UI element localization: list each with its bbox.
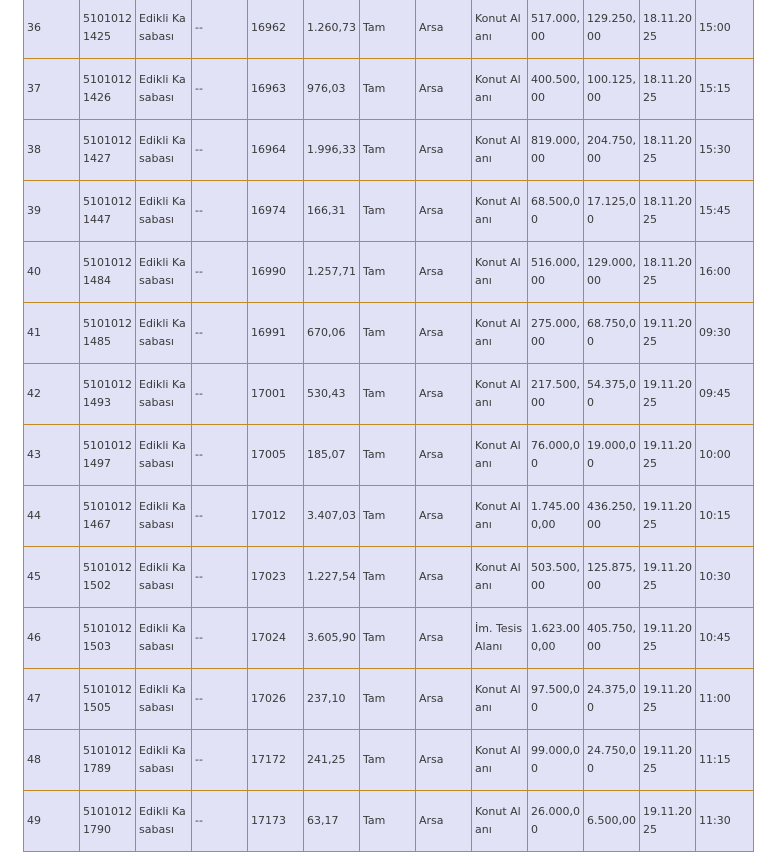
price-cell: 99.000,00 bbox=[528, 730, 584, 791]
parcel-cell: 17173 bbox=[248, 791, 304, 852]
time-cell: 10:15 bbox=[696, 486, 754, 547]
row-number-cell: 40 bbox=[24, 242, 80, 303]
row-number-cell: 49 bbox=[24, 791, 80, 852]
ada-number-cell: 51010121505 bbox=[80, 669, 136, 730]
share-cell: Tam bbox=[360, 364, 416, 425]
type-cell: Arsa bbox=[416, 364, 472, 425]
row-number-cell: 47 bbox=[24, 669, 80, 730]
price-cell: 503.500,00 bbox=[528, 547, 584, 608]
sheet-cell: -- bbox=[192, 120, 248, 181]
type-cell: Arsa bbox=[416, 242, 472, 303]
sheet-cell: -- bbox=[192, 486, 248, 547]
type-cell: Arsa bbox=[416, 486, 472, 547]
time-cell: 11:00 bbox=[696, 669, 754, 730]
area-cell: 185,07 bbox=[304, 425, 360, 486]
time-cell: 10:45 bbox=[696, 608, 754, 669]
parcel-cell: 16991 bbox=[248, 303, 304, 364]
parcel-cell: 17005 bbox=[248, 425, 304, 486]
share-cell: Tam bbox=[360, 0, 416, 59]
deposit-cell: 68.750,00 bbox=[584, 303, 640, 364]
time-cell: 15:30 bbox=[696, 120, 754, 181]
time-cell: 15:15 bbox=[696, 59, 754, 120]
sheet-cell: -- bbox=[192, 303, 248, 364]
price-cell: 97.500,00 bbox=[528, 669, 584, 730]
sheet-cell: -- bbox=[192, 364, 248, 425]
ada-number-cell: 51010121790 bbox=[80, 791, 136, 852]
neighborhood-cell: Edikli Kasabası bbox=[136, 59, 192, 120]
deposit-cell: 405.750,00 bbox=[584, 608, 640, 669]
date-cell: 18.11.2025 bbox=[640, 59, 696, 120]
ada-number-cell: 51010121447 bbox=[80, 181, 136, 242]
parcel-cell: 17172 bbox=[248, 730, 304, 791]
date-cell: 18.11.2025 bbox=[640, 242, 696, 303]
date-cell: 19.11.2025 bbox=[640, 364, 696, 425]
type-cell: Arsa bbox=[416, 425, 472, 486]
time-cell: 15:45 bbox=[696, 181, 754, 242]
sheet-cell: -- bbox=[192, 59, 248, 120]
price-cell: 517.000,00 bbox=[528, 0, 584, 59]
table-row bbox=[24, 669, 754, 730]
row-number-cell: 43 bbox=[24, 425, 80, 486]
table-row bbox=[24, 59, 754, 120]
neighborhood-cell: Edikli Kasabası bbox=[136, 608, 192, 669]
table-row bbox=[24, 608, 754, 669]
zoning-cell: Konut Alanı bbox=[472, 547, 528, 608]
deposit-cell: 204.750,00 bbox=[584, 120, 640, 181]
neighborhood-cell: Edikli Kasabası bbox=[136, 486, 192, 547]
date-cell: 19.11.2025 bbox=[640, 608, 696, 669]
deposit-cell: 436.250,00 bbox=[584, 486, 640, 547]
table-row bbox=[24, 486, 754, 547]
area-cell: 1.227,54 bbox=[304, 547, 360, 608]
table-row bbox=[24, 425, 754, 486]
sheet-cell: -- bbox=[192, 181, 248, 242]
share-cell: Tam bbox=[360, 120, 416, 181]
zoning-cell: Konut Alanı bbox=[472, 303, 528, 364]
area-cell: 166,31 bbox=[304, 181, 360, 242]
neighborhood-cell: Edikli Kasabası bbox=[136, 181, 192, 242]
parcel-cell: 16974 bbox=[248, 181, 304, 242]
row-number-cell: 45 bbox=[24, 547, 80, 608]
deposit-cell: 17.125,00 bbox=[584, 181, 640, 242]
row-number-cell: 44 bbox=[24, 486, 80, 547]
neighborhood-cell: Edikli Kasabası bbox=[136, 547, 192, 608]
deposit-cell: 6.500,00 bbox=[584, 791, 640, 852]
area-cell: 976,03 bbox=[304, 59, 360, 120]
deposit-cell: 125.875,00 bbox=[584, 547, 640, 608]
price-cell: 275.000,00 bbox=[528, 303, 584, 364]
row-number-cell: 46 bbox=[24, 608, 80, 669]
row-number-cell: 41 bbox=[24, 303, 80, 364]
time-cell: 15:00 bbox=[696, 0, 754, 59]
area-cell: 1.996,33 bbox=[304, 120, 360, 181]
type-cell: Arsa bbox=[416, 791, 472, 852]
area-cell: 237,10 bbox=[304, 669, 360, 730]
area-cell: 530,43 bbox=[304, 364, 360, 425]
parcel-cell: 16990 bbox=[248, 242, 304, 303]
share-cell: Tam bbox=[360, 730, 416, 791]
deposit-cell: 24.750,00 bbox=[584, 730, 640, 791]
parcel-cell: 17026 bbox=[248, 669, 304, 730]
type-cell: Arsa bbox=[416, 669, 472, 730]
area-cell: 3.407,03 bbox=[304, 486, 360, 547]
sheet-cell: -- bbox=[192, 791, 248, 852]
area-cell: 1.260,73 bbox=[304, 0, 360, 59]
parcel-cell: 16962 bbox=[248, 0, 304, 59]
time-cell: 16:00 bbox=[696, 242, 754, 303]
share-cell: Tam bbox=[360, 791, 416, 852]
date-cell: 18.11.2025 bbox=[640, 0, 696, 59]
parcel-cell: 17012 bbox=[248, 486, 304, 547]
zoning-cell: Konut Alanı bbox=[472, 120, 528, 181]
date-cell: 19.11.2025 bbox=[640, 486, 696, 547]
neighborhood-cell: Edikli Kasabası bbox=[136, 242, 192, 303]
zoning-cell: Konut Alanı bbox=[472, 669, 528, 730]
neighborhood-cell: Edikli Kasabası bbox=[136, 425, 192, 486]
time-cell: 10:30 bbox=[696, 547, 754, 608]
table-row bbox=[24, 0, 754, 59]
type-cell: Arsa bbox=[416, 120, 472, 181]
ada-number-cell: 51010121484 bbox=[80, 242, 136, 303]
table-row bbox=[24, 547, 754, 608]
parcel-cell: 17024 bbox=[248, 608, 304, 669]
sheet-cell: -- bbox=[192, 730, 248, 791]
share-cell: Tam bbox=[360, 669, 416, 730]
share-cell: Tam bbox=[360, 425, 416, 486]
ada-number-cell: 51010121425 bbox=[80, 0, 136, 59]
time-cell: 09:45 bbox=[696, 364, 754, 425]
type-cell: Arsa bbox=[416, 608, 472, 669]
neighborhood-cell: Edikli Kasabası bbox=[136, 364, 192, 425]
price-cell: 76.000,00 bbox=[528, 425, 584, 486]
zoning-cell: Konut Alanı bbox=[472, 242, 528, 303]
auction-table-container bbox=[23, 0, 753, 852]
sheet-cell: -- bbox=[192, 425, 248, 486]
sheet-cell: -- bbox=[192, 547, 248, 608]
price-cell: 26.000,00 bbox=[528, 791, 584, 852]
table-row bbox=[24, 791, 754, 852]
date-cell: 18.11.2025 bbox=[640, 181, 696, 242]
row-number-cell: 37 bbox=[24, 59, 80, 120]
share-cell: Tam bbox=[360, 303, 416, 364]
sheet-cell: -- bbox=[192, 242, 248, 303]
date-cell: 19.11.2025 bbox=[640, 791, 696, 852]
auction-table-body bbox=[24, 0, 754, 852]
date-cell: 19.11.2025 bbox=[640, 303, 696, 364]
type-cell: Arsa bbox=[416, 547, 472, 608]
auction-table bbox=[23, 0, 754, 852]
date-cell: 18.11.2025 bbox=[640, 120, 696, 181]
price-cell: 1.745.000,00 bbox=[528, 486, 584, 547]
share-cell: Tam bbox=[360, 608, 416, 669]
table-row bbox=[24, 364, 754, 425]
deposit-cell: 100.125,00 bbox=[584, 59, 640, 120]
parcel-cell: 17001 bbox=[248, 364, 304, 425]
area-cell: 3.605,90 bbox=[304, 608, 360, 669]
type-cell: Arsa bbox=[416, 0, 472, 59]
price-cell: 68.500,00 bbox=[528, 181, 584, 242]
neighborhood-cell: Edikli Kasabası bbox=[136, 730, 192, 791]
zoning-cell: Konut Alanı bbox=[472, 425, 528, 486]
row-number-cell: 39 bbox=[24, 181, 80, 242]
zoning-cell: Konut Alanı bbox=[472, 0, 528, 59]
ada-number-cell: 51010121502 bbox=[80, 547, 136, 608]
price-cell: 516.000,00 bbox=[528, 242, 584, 303]
neighborhood-cell: Edikli Kasabası bbox=[136, 120, 192, 181]
sheet-cell: -- bbox=[192, 0, 248, 59]
sheet-cell: -- bbox=[192, 608, 248, 669]
deposit-cell: 24.375,00 bbox=[584, 669, 640, 730]
table-row bbox=[24, 181, 754, 242]
share-cell: Tam bbox=[360, 242, 416, 303]
zoning-cell: Konut Alanı bbox=[472, 181, 528, 242]
neighborhood-cell: Edikli Kasabası bbox=[136, 791, 192, 852]
ada-number-cell: 51010121493 bbox=[80, 364, 136, 425]
neighborhood-cell: Edikli Kasabası bbox=[136, 669, 192, 730]
row-number-cell: 48 bbox=[24, 730, 80, 791]
zoning-cell: Konut Alanı bbox=[472, 486, 528, 547]
ada-number-cell: 51010121467 bbox=[80, 486, 136, 547]
share-cell: Tam bbox=[360, 181, 416, 242]
date-cell: 19.11.2025 bbox=[640, 730, 696, 791]
ada-number-cell: 51010121503 bbox=[80, 608, 136, 669]
type-cell: Arsa bbox=[416, 730, 472, 791]
row-number-cell: 42 bbox=[24, 364, 80, 425]
zoning-cell: Konut Alanı bbox=[472, 730, 528, 791]
parcel-cell: 16963 bbox=[248, 59, 304, 120]
parcel-cell: 16964 bbox=[248, 120, 304, 181]
neighborhood-cell: Edikli Kasabası bbox=[136, 0, 192, 59]
zoning-cell: Konut Alanı bbox=[472, 364, 528, 425]
zoning-cell: Konut Alanı bbox=[472, 791, 528, 852]
ada-number-cell: 51010121426 bbox=[80, 59, 136, 120]
table-row bbox=[24, 303, 754, 364]
table-row bbox=[24, 120, 754, 181]
ada-number-cell: 51010121427 bbox=[80, 120, 136, 181]
price-cell: 1.623.000,00 bbox=[528, 608, 584, 669]
ada-number-cell: 51010121485 bbox=[80, 303, 136, 364]
deposit-cell: 54.375,00 bbox=[584, 364, 640, 425]
date-cell: 19.11.2025 bbox=[640, 669, 696, 730]
area-cell: 670,06 bbox=[304, 303, 360, 364]
time-cell: 10:00 bbox=[696, 425, 754, 486]
share-cell: Tam bbox=[360, 486, 416, 547]
row-number-cell: 36 bbox=[24, 0, 80, 59]
parcel-cell: 17023 bbox=[248, 547, 304, 608]
table-row bbox=[24, 730, 754, 791]
deposit-cell: 129.000,00 bbox=[584, 242, 640, 303]
ada-number-cell: 51010121497 bbox=[80, 425, 136, 486]
date-cell: 19.11.2025 bbox=[640, 547, 696, 608]
deposit-cell: 129.250,00 bbox=[584, 0, 640, 59]
deposit-cell: 19.000,00 bbox=[584, 425, 640, 486]
row-number-cell: 38 bbox=[24, 120, 80, 181]
share-cell: Tam bbox=[360, 59, 416, 120]
price-cell: 819.000,00 bbox=[528, 120, 584, 181]
neighborhood-cell: Edikli Kasabası bbox=[136, 303, 192, 364]
type-cell: Arsa bbox=[416, 303, 472, 364]
zoning-cell: İm. Tesis Alanı bbox=[472, 608, 528, 669]
date-cell: 19.11.2025 bbox=[640, 425, 696, 486]
ada-number-cell: 51010121789 bbox=[80, 730, 136, 791]
type-cell: Arsa bbox=[416, 59, 472, 120]
area-cell: 241,25 bbox=[304, 730, 360, 791]
sheet-cell: -- bbox=[192, 669, 248, 730]
table-row bbox=[24, 242, 754, 303]
price-cell: 217.500,00 bbox=[528, 364, 584, 425]
time-cell: 09:30 bbox=[696, 303, 754, 364]
zoning-cell: Konut Alanı bbox=[472, 59, 528, 120]
share-cell: Tam bbox=[360, 547, 416, 608]
area-cell: 63,17 bbox=[304, 791, 360, 852]
price-cell: 400.500,00 bbox=[528, 59, 584, 120]
time-cell: 11:30 bbox=[696, 791, 754, 852]
type-cell: Arsa bbox=[416, 181, 472, 242]
area-cell: 1.257,71 bbox=[304, 242, 360, 303]
time-cell: 11:15 bbox=[696, 730, 754, 791]
